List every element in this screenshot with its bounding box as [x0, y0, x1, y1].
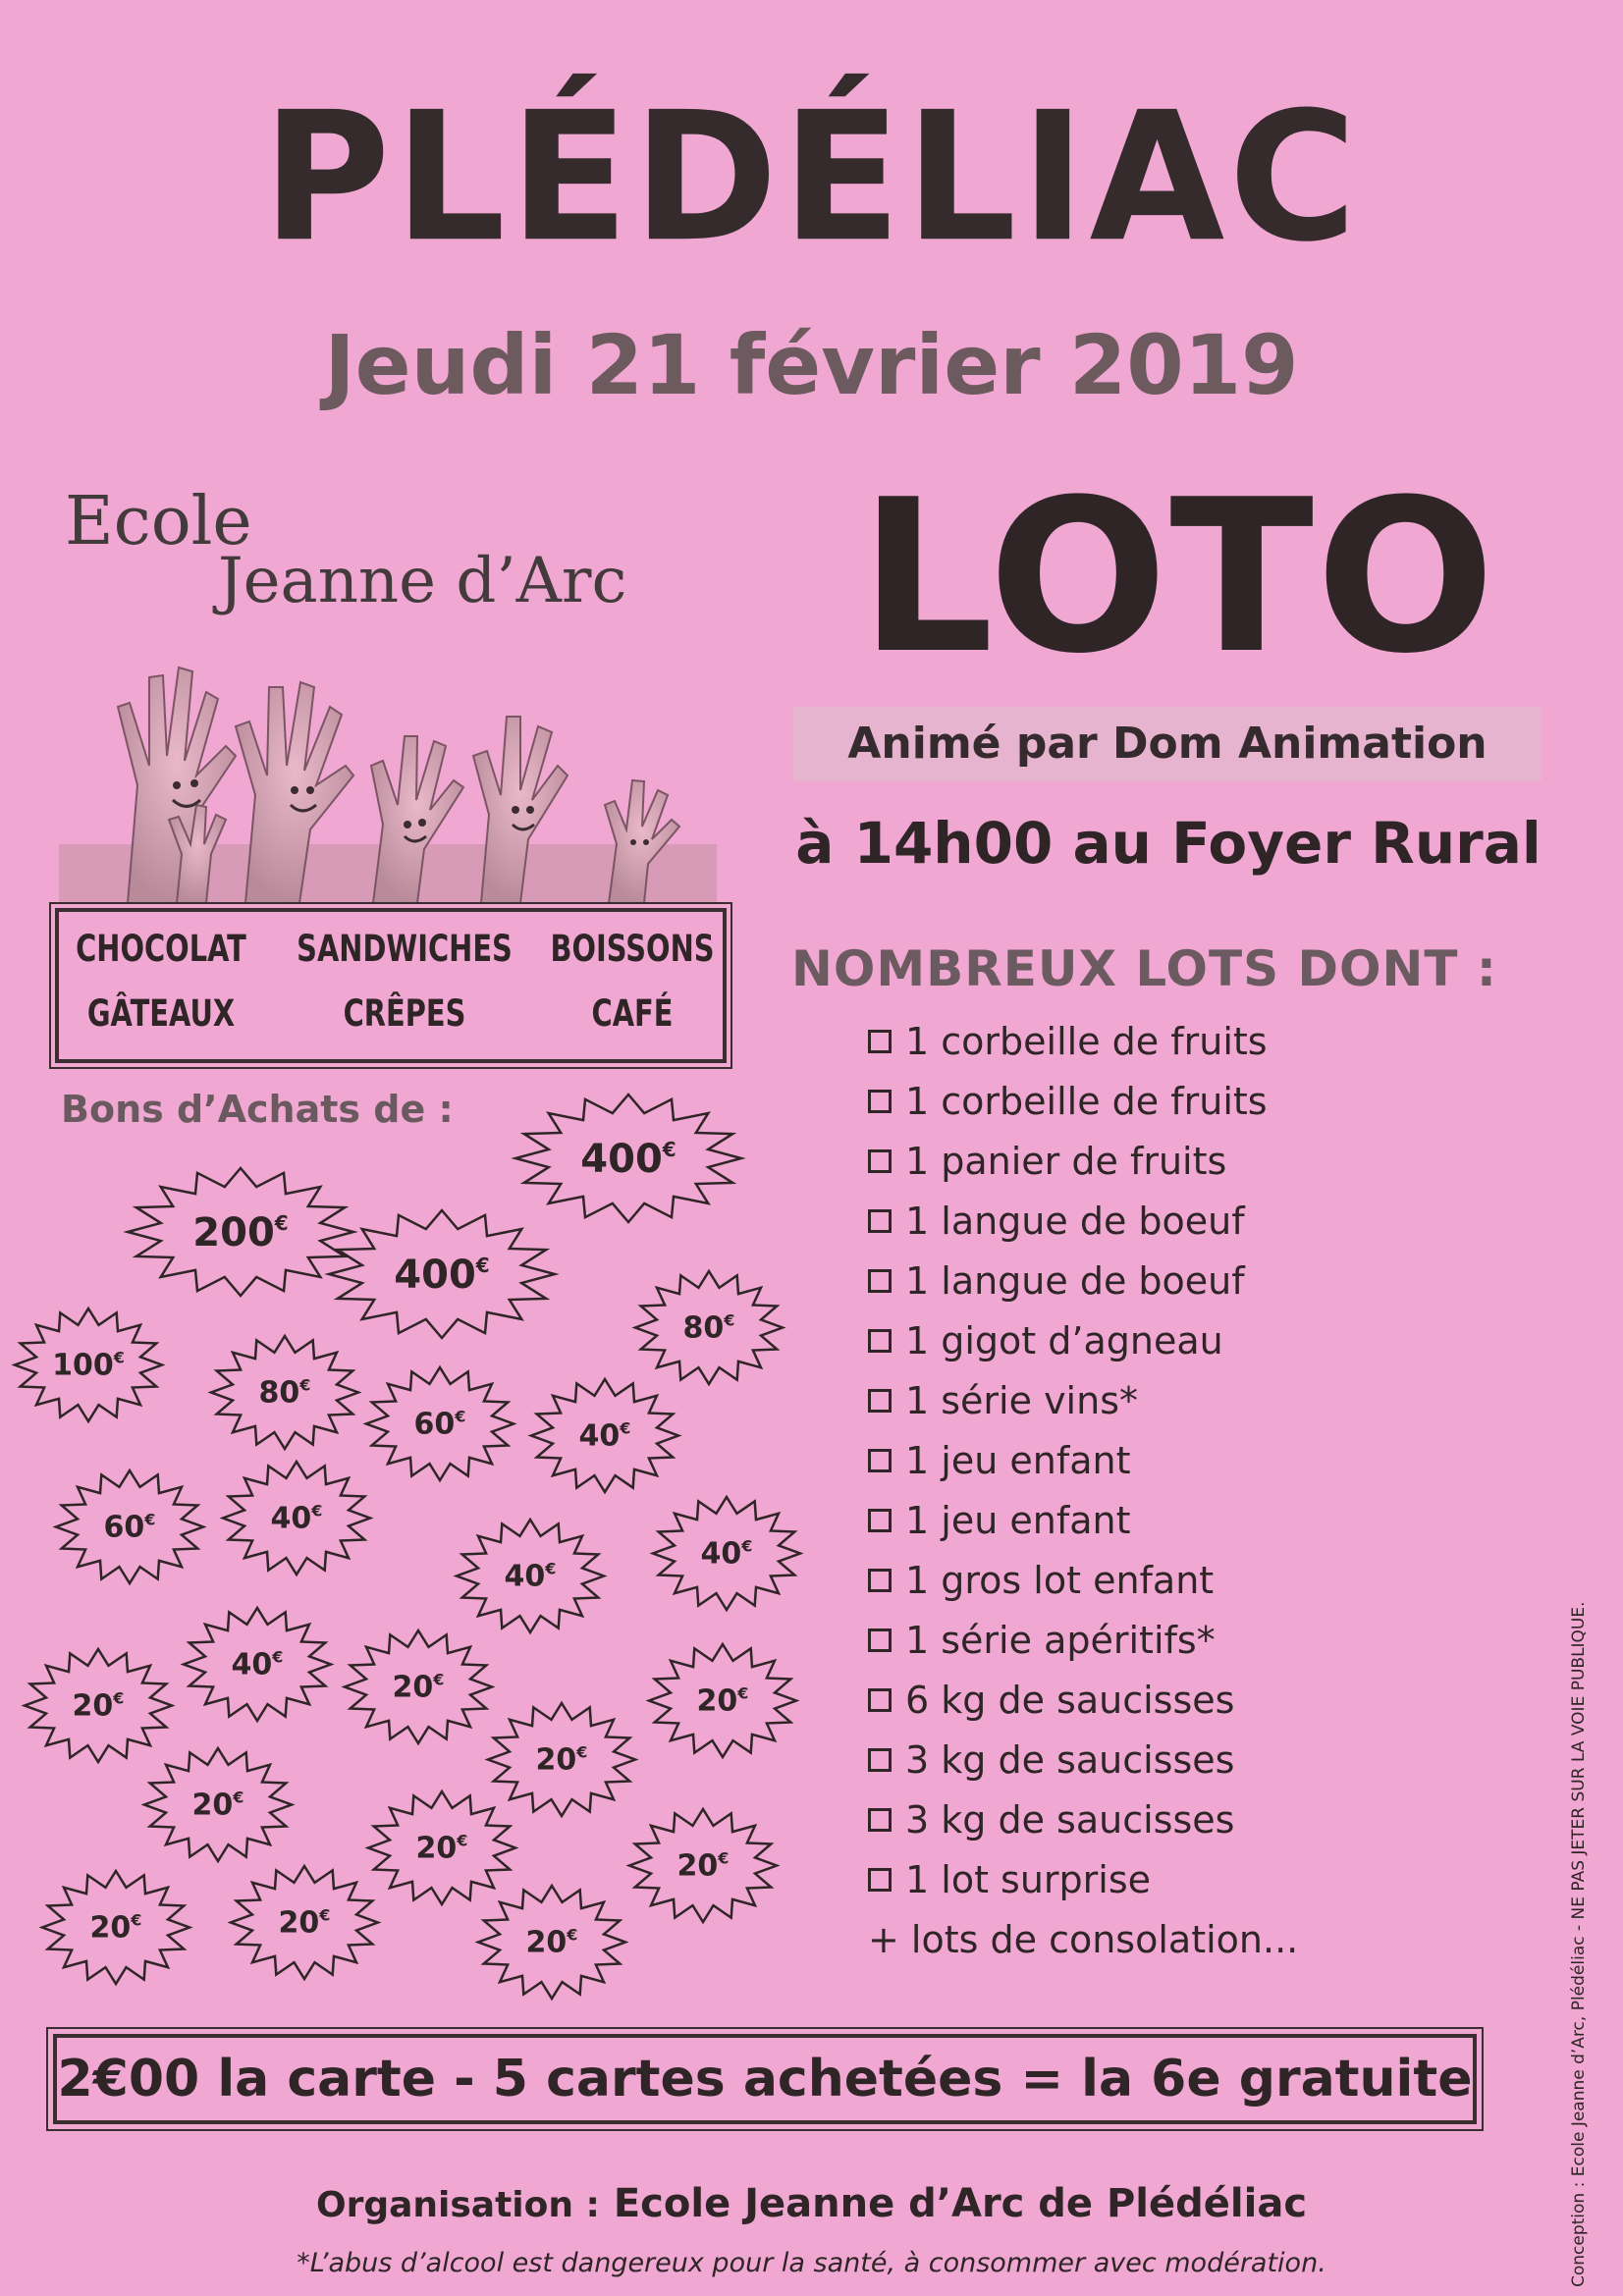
voucher-starburst	[649, 1644, 796, 1757]
prize-item	[868, 1131, 1496, 1191]
voucher-starburst	[128, 1168, 353, 1296]
voucher-currency: €	[144, 1510, 156, 1528]
voucher-currency: €	[724, 1310, 735, 1329]
prize-label: 3 kg de saucisses	[905, 1797, 1235, 1842]
voucher-currency: €	[131, 1910, 142, 1929]
voucher-value: 40€	[578, 1418, 631, 1453]
prize-label: 1 langue de boeuf	[905, 1258, 1245, 1303]
voucher-value: 20€	[89, 1910, 142, 1945]
prize-label: 1 gros lot enfant	[905, 1558, 1215, 1602]
prize-label: 1 lot surprise	[905, 1857, 1152, 1901]
voucher-value: 20€	[415, 1831, 468, 1865]
checkbox-icon	[868, 1868, 892, 1892]
voucher-currency: €	[113, 1348, 125, 1366]
voucher-starburst	[629, 1809, 777, 1922]
voucher-value: 40€	[700, 1536, 753, 1571]
voucher-value: 20€	[535, 1742, 588, 1777]
prize-item	[868, 1370, 1496, 1430]
voucher-value: 20€	[696, 1683, 749, 1718]
voucher-currency: €	[718, 1848, 730, 1867]
refreshment-item: CRÊPES	[343, 992, 466, 1035]
refreshment-item: CHOCOLAT	[76, 928, 246, 970]
organisation-value: Ecole Jeanne d’Arc de Plédéliac	[613, 2181, 1308, 2226]
checkbox-icon	[868, 1269, 892, 1293]
prize-item	[868, 1670, 1496, 1730]
voucher-value: 80€	[682, 1310, 735, 1345]
voucher-value: 80€	[258, 1375, 311, 1410]
prize-label: 1 corbeille de fruits	[905, 1019, 1268, 1063]
prize-item	[868, 1490, 1496, 1550]
voucher-currency: €	[233, 1788, 244, 1806]
pricing-banner: 2€00 la carte - 5 cartes achetées = la 6e gratuite	[53, 2034, 1477, 2124]
prize-item	[868, 1251, 1496, 1310]
checkbox-icon	[868, 1449, 892, 1472]
voucher-starburst	[366, 1367, 514, 1480]
prize-item	[868, 1191, 1496, 1251]
prize-item	[868, 1730, 1496, 1789]
voucher-starburst	[42, 1871, 189, 1984]
voucher-starburst	[345, 1630, 492, 1743]
voucher-value: 20€	[278, 1905, 331, 1940]
checkbox-icon	[868, 1149, 892, 1173]
voucher-starburst	[15, 1308, 162, 1421]
voucher-currency: €	[545, 1559, 557, 1577]
voucher-currency: €	[113, 1688, 125, 1707]
voucher-starburst	[231, 1866, 378, 1979]
voucher-currency: €	[737, 1683, 749, 1702]
voucher-currency: €	[455, 1407, 466, 1425]
prize-item	[868, 1071, 1496, 1131]
prize-label: 1 jeu enfant	[905, 1498, 1131, 1542]
voucher-currency: €	[475, 1254, 490, 1277]
voucher-starburst	[531, 1379, 678, 1492]
checkbox-icon	[868, 1329, 892, 1353]
consolation-label: + lots de consolation...	[868, 1917, 1299, 1961]
poster-title: PLÉDÉLIAC	[262, 73, 1361, 282]
voucher-starburst	[515, 1095, 741, 1222]
voucher-value: 60€	[413, 1407, 466, 1441]
voucher-value: 200€	[192, 1210, 289, 1255]
prize-label: 1 corbeille de fruits	[905, 1079, 1268, 1123]
hands-icon	[59, 618, 717, 903]
voucher-value: 20€	[392, 1670, 445, 1704]
prize-label: 6 kg de saucisses	[905, 1678, 1235, 1722]
event-name: LOTO	[859, 454, 1497, 700]
checkbox-icon	[868, 1030, 892, 1053]
prize-label: 1 jeu enfant	[905, 1438, 1131, 1482]
refreshment-item: GÂTEAUX	[86, 992, 236, 1035]
design-credit: Conception : Ecole Jeanne d’Arc, Plédéliac - NE PAS JETER SUR LA VOIE PUBLIQUE.	[1569, 1601, 1589, 2287]
host-banner: Animé par Dom Animation	[793, 707, 1542, 781]
refreshment-item: SANDWICHES	[297, 928, 513, 970]
voucher-currency: €	[620, 1418, 631, 1437]
voucher-starburst	[223, 1462, 370, 1575]
checkbox-icon	[868, 1090, 892, 1113]
prize-item	[868, 1550, 1496, 1610]
vouchers-heading: Bons d’Achats de :	[61, 1088, 454, 1131]
voucher-value: 40€	[231, 1647, 284, 1682]
prize-item	[868, 1310, 1496, 1370]
voucher-currency: €	[319, 1905, 331, 1924]
refreshment-item: BOISSONS	[550, 928, 715, 970]
voucher-currency: €	[741, 1536, 753, 1555]
voucher-currency: €	[576, 1742, 588, 1761]
voucher-starburst	[329, 1210, 555, 1338]
checkbox-icon	[868, 1748, 892, 1772]
prize-item	[868, 1011, 1496, 1071]
voucher-starburst	[635, 1271, 783, 1384]
voucher-value: 20€	[525, 1925, 578, 1959]
voucher-value: 100€	[52, 1348, 125, 1382]
checkbox-icon	[868, 1688, 892, 1712]
voucher-currency: €	[299, 1375, 311, 1394]
voucher-value: 20€	[72, 1688, 125, 1723]
voucher-value: 20€	[676, 1848, 730, 1883]
school-logo-line1: Ecole	[65, 483, 252, 561]
voucher-currency: €	[311, 1501, 323, 1520]
voucher-starburst	[25, 1649, 172, 1762]
voucher-currency: €	[433, 1670, 445, 1688]
prize-consolation	[868, 1909, 1496, 1969]
organisation-line	[0, 2181, 1623, 2226]
organisation-label: Organisation :	[315, 2185, 600, 2225]
voucher-currency: €	[457, 1831, 468, 1849]
prize-label: 1 langue de boeuf	[905, 1199, 1245, 1243]
event-date: Jeudi 21 février 2019	[324, 317, 1299, 413]
voucher-currency: €	[567, 1925, 578, 1944]
voucher-currency: €	[274, 1211, 289, 1235]
prizes-heading: NOMBREUX LOTS DONT :	[791, 940, 1497, 997]
prize-label: 3 kg de saucisses	[905, 1737, 1235, 1782]
checkbox-icon	[868, 1389, 892, 1413]
voucher-value: 400€	[580, 1137, 676, 1182]
alcohol-disclaimer: *L’abus d’alcool est dangereux pour la santé, à consommer avec modération.	[297, 2248, 1326, 2278]
time-and-place: à 14h00 au Foyer Rural	[795, 810, 1542, 877]
voucher-value: 40€	[504, 1559, 557, 1593]
prize-label: 1 série apéritifs*	[905, 1618, 1216, 1662]
prize-list	[868, 1011, 1496, 1969]
prize-item	[868, 1789, 1496, 1849]
checkbox-icon	[868, 1569, 892, 1592]
painted-hands-illustration	[59, 618, 717, 903]
voucher-starburst	[56, 1470, 203, 1583]
refreshment-item: CAFÉ	[591, 992, 674, 1035]
voucher-starburst	[184, 1608, 331, 1721]
voucher-value: 60€	[103, 1510, 156, 1544]
checkbox-icon	[868, 1209, 892, 1233]
school-logo-line2: Jeanne d’Arc	[218, 545, 627, 617]
voucher-starburst	[457, 1520, 604, 1632]
voucher-starburst	[144, 1748, 292, 1861]
voucher-starburst	[478, 1886, 625, 1999]
voucher-currency: €	[272, 1647, 284, 1666]
voucher-value: 40€	[270, 1501, 323, 1535]
checkbox-icon	[868, 1509, 892, 1532]
voucher-currency: €	[662, 1138, 676, 1161]
prize-label: 1 panier de fruits	[905, 1139, 1227, 1183]
voucher-value: 20€	[191, 1788, 244, 1822]
prize-item	[868, 1430, 1496, 1490]
checkbox-icon	[868, 1808, 892, 1832]
prize-label: 1 série vins*	[905, 1378, 1138, 1422]
prize-item	[868, 1610, 1496, 1670]
prize-item	[868, 1849, 1496, 1909]
prize-label: 1 gigot d’agneau	[905, 1318, 1223, 1362]
voucher-starburst	[211, 1336, 358, 1449]
checkbox-icon	[868, 1629, 892, 1652]
voucher-starburst	[653, 1497, 800, 1610]
voucher-value: 400€	[394, 1253, 490, 1298]
